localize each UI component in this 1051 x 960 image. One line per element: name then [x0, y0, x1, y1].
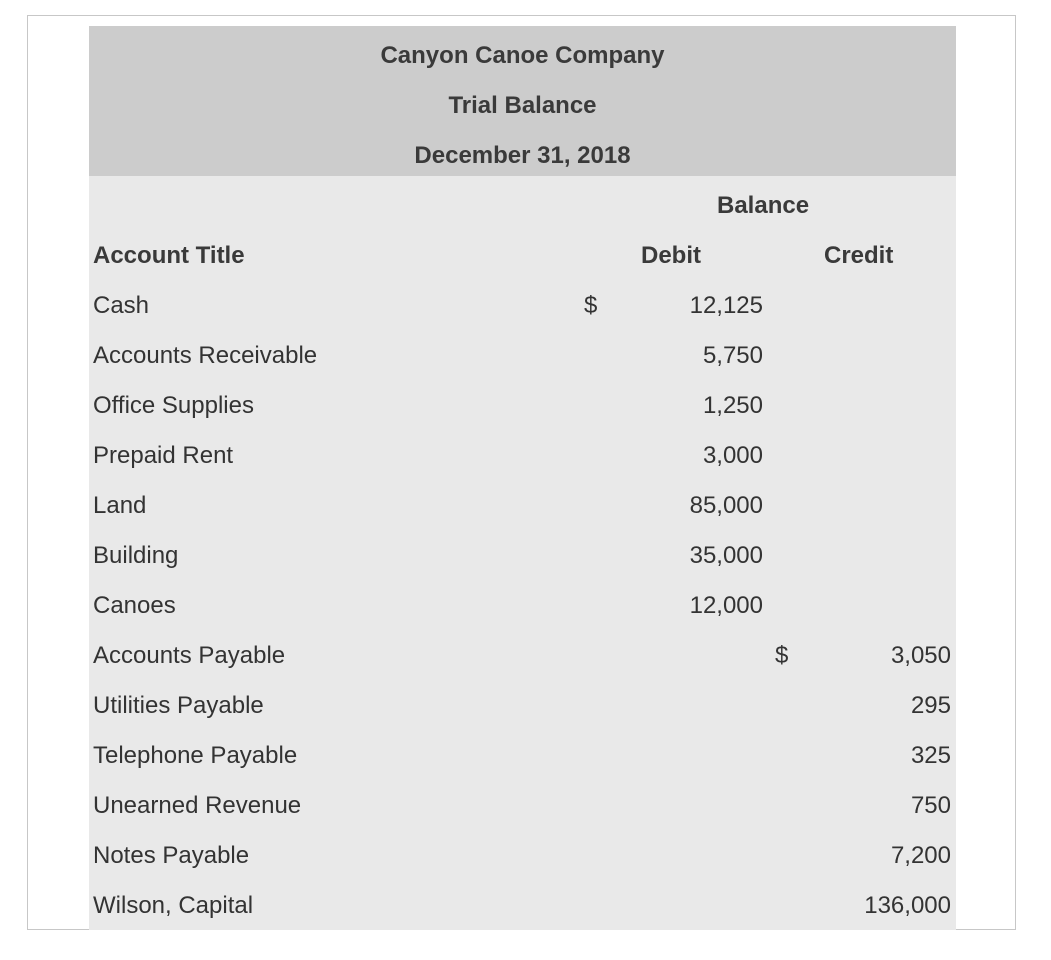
- credit-dollar-sign: [775, 781, 797, 831]
- debit-dollar-sign: [584, 381, 606, 431]
- account-title-cell: Canoes: [93, 592, 176, 619]
- table-row: [89, 681, 956, 731]
- table-row: [89, 481, 956, 531]
- credit-dollar-sign: [775, 331, 797, 381]
- table-row: [89, 581, 956, 631]
- debit-dollar-sign: [584, 781, 606, 831]
- table-row: [89, 331, 956, 381]
- table-row: [89, 731, 956, 781]
- credit-amount-cell: 7,200: [890, 842, 951, 869]
- credit-dollar-sign: [775, 381, 797, 431]
- table-row: [89, 781, 956, 831]
- credit-amount-cell: 325: [910, 742, 951, 769]
- table-row: [89, 881, 956, 931]
- report-date: December 31, 2018: [414, 142, 631, 169]
- account-title-cell: Building: [93, 542, 179, 569]
- debit-dollar-sign: [584, 831, 606, 881]
- report-title: Trial Balance: [448, 92, 597, 119]
- debit-dollar-sign: [584, 481, 606, 531]
- debit-amount-cell: 12,000: [689, 592, 763, 619]
- debit-dollar-sign: [584, 731, 606, 781]
- column-header-row: [89, 231, 956, 281]
- account-title-cell: Prepaid Rent: [93, 442, 234, 469]
- debit-amount-cell: 85,000: [689, 492, 763, 519]
- table-row: [89, 531, 956, 581]
- debit-dollar-sign: [584, 531, 606, 581]
- account-title-cell: Land: [93, 492, 147, 519]
- table-header-band: [89, 26, 956, 176]
- debit-dollar-sign: [584, 431, 606, 481]
- company-name: Canyon Canoe Company: [380, 42, 665, 69]
- credit-dollar-sign: [775, 831, 797, 881]
- account-title-cell: Wilson, Capital: [93, 892, 254, 919]
- credit-amount-cell: 136,000: [864, 892, 951, 919]
- table-row: [89, 381, 956, 431]
- debit-amount-cell: 5,750: [702, 342, 763, 369]
- credit-amount-cell: 750: [910, 792, 951, 819]
- account-title-cell: Office Supplies: [93, 392, 254, 419]
- debit-amount-cell: 3,000: [702, 442, 763, 469]
- debit-dollar-sign: $: [584, 292, 598, 319]
- debit-dollar-sign: [584, 681, 606, 731]
- debit-amount-cell: 35,000: [689, 542, 763, 569]
- account-title-cell: Accounts Receivable: [93, 342, 318, 369]
- credit-dollar-sign: $: [775, 642, 789, 669]
- credit-column-header: Credit: [824, 242, 894, 269]
- credit-dollar-sign: [775, 881, 797, 931]
- account-title-cell: Notes Payable: [93, 842, 250, 869]
- account-title-cell: Unearned Revenue: [93, 792, 302, 819]
- account-title-cell: Accounts Payable: [93, 642, 286, 669]
- balance-header-row: [89, 181, 956, 231]
- table-row: [89, 281, 956, 331]
- balance-column-header: Balance: [717, 192, 810, 219]
- table-row: [89, 631, 956, 681]
- account-title-cell: Utilities Payable: [93, 692, 264, 719]
- credit-amount-cell: 295: [910, 692, 951, 719]
- table-row: [89, 431, 956, 481]
- table-row: [89, 831, 956, 881]
- credit-dollar-sign: [775, 731, 797, 781]
- debit-dollar-sign: [584, 331, 606, 381]
- credit-dollar-sign: [775, 431, 797, 481]
- debit-dollar-sign: [584, 581, 606, 631]
- debit-amount-cell: 1,250: [702, 392, 763, 419]
- debit-dollar-sign: [584, 881, 606, 931]
- trial-balance-table: [89, 26, 956, 930]
- debit-dollar-sign: [584, 631, 606, 681]
- credit-amount-cell: 3,050: [890, 642, 951, 669]
- account-title-cell: Telephone Payable: [93, 742, 298, 769]
- credit-dollar-sign: [775, 281, 797, 331]
- credit-dollar-sign: [775, 581, 797, 631]
- credit-dollar-sign: [775, 681, 797, 731]
- debit-amount-cell: 12,125: [689, 292, 763, 319]
- credit-dollar-sign: [775, 531, 797, 581]
- debit-column-header: Debit: [641, 242, 701, 269]
- account-title-header: Account Title: [93, 242, 245, 269]
- account-title-cell: Cash: [93, 292, 150, 319]
- credit-dollar-sign: [775, 481, 797, 531]
